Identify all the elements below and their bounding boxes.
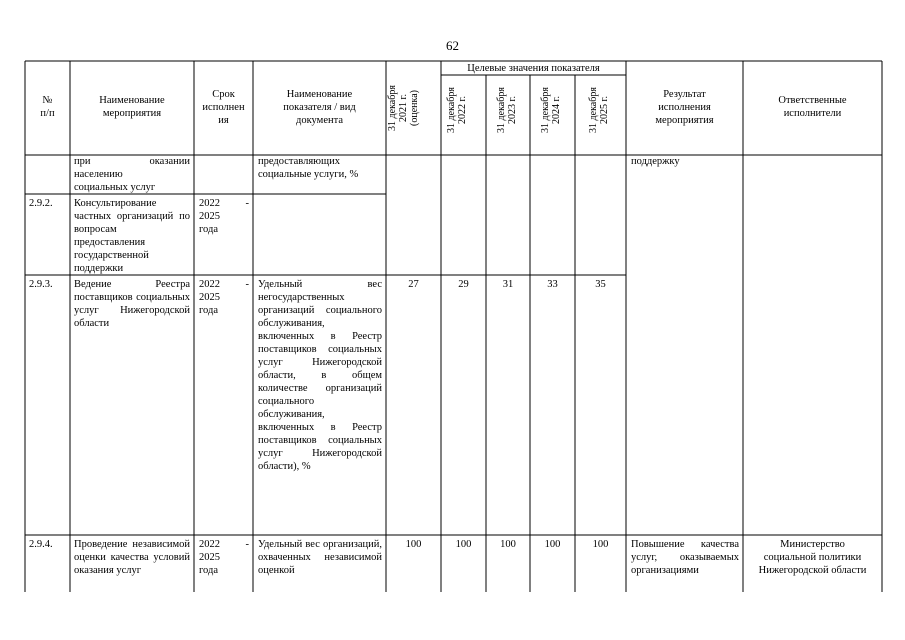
row-2-9-4-value-2025: 100: [592, 539, 609, 550]
row-2-9-3-deadline-top: 2022 -: [199, 279, 249, 290]
row-2-9-3-value-2025: 35: [595, 279, 606, 290]
row-2-9-2-deadline-top: 2022 -: [199, 198, 249, 209]
row-2-9-3-event: Ведение Реестра поставщиков социальных услуг Нижегородской области: [74, 279, 190, 329]
header-year-2022: 31 декабря 2022 г.: [446, 87, 468, 133]
cont-indicator: предоставляющих социальные услуги, %: [258, 156, 359, 180]
header-event: Наименование мероприятия: [99, 95, 165, 119]
row-2-9-4-value-2022: 100: [455, 539, 472, 550]
page-number: 62: [446, 38, 459, 53]
header-number: № п/п: [40, 95, 55, 119]
row-2-9-4-deadline: [199, 538, 249, 577]
cont-event-line-2: населению: [74, 169, 123, 180]
row-2-9-2-event: Консультирование частных организаций по вопросам предоставления государственной поддержки: [74, 198, 190, 274]
header-year-2025: 31 декабря 2025 г.: [588, 87, 610, 133]
cont-event: [74, 155, 190, 194]
row-2-9-4-deadline-rest: 2025 года: [199, 552, 220, 576]
row-2-9-2-deadline: [199, 197, 249, 236]
row-2-9-4-value-2023: 100: [500, 539, 516, 550]
cont-event-line-3: социальных услуг: [74, 182, 156, 193]
row-2-9-4-deadline-top: 2022 -: [199, 539, 249, 550]
row-2-9-3-number: 2.9.3.: [29, 279, 53, 290]
header-responsible: Ответственные исполнители: [778, 95, 847, 119]
row-2-9-2-deadline-rest: 2025 года: [199, 211, 220, 235]
cont-event-line-1: при оказании: [74, 156, 190, 167]
row-2-9-4-indicator: Удельный вес организаций, охваченных независимой оценкой: [258, 539, 382, 576]
row-2-9-4-number: 2.9.4.: [29, 539, 53, 550]
row-2-9-3-value-2023: 31: [502, 279, 514, 290]
header-deadline: Срок исполнен ия: [202, 89, 245, 126]
row-2-9-3-value-2024: 33: [547, 279, 558, 290]
row-2-9-3-indicator: Удельный вес негосударственных организаций социального обслуживания, включенных в Реестр поставщиков социальных услуг Нижегородской области, в общем количестве организаций социального обслуживания, включенных в Реестр поставщиков социальных услуг Нижегородской области), %: [258, 279, 382, 472]
header-indicator: Наименование показателя / вид документа: [283, 89, 356, 126]
row-2-9-3-value-2022: 29: [458, 279, 469, 290]
row-2-9-4-event: Проведение независимой оценки качества условий оказания услуг: [74, 539, 190, 576]
header-target-values: Целевые значения показателя: [467, 63, 600, 74]
row-2-9-4-value-2024: 100: [544, 539, 561, 550]
row-2-9-3-value-2021: 27: [408, 279, 419, 290]
header-result: Результат исполнения мероприятия: [655, 89, 714, 126]
cont-result: поддержку: [631, 156, 680, 167]
header-year-2024: 31 декабря 2024 г.: [540, 87, 562, 133]
row-2-9-3-deadline: [199, 278, 249, 317]
header-year-2023: 31 декабря 2023 г.: [496, 87, 518, 133]
header-year-2021: 31 декабря 2021 г. (оценка): [387, 85, 420, 131]
row-2-9-4-value-2021: 100: [405, 539, 422, 550]
row-2-9-4-result: Повышение качества услуг, оказываемых организациями: [631, 539, 739, 576]
row-2-9-4-responsible: Министерство социальной политики Нижегородской области: [758, 539, 867, 576]
row-2-9-3-deadline-rest: 2025 года: [199, 292, 220, 316]
row-2-9-2-number: 2.9.2.: [29, 198, 53, 209]
